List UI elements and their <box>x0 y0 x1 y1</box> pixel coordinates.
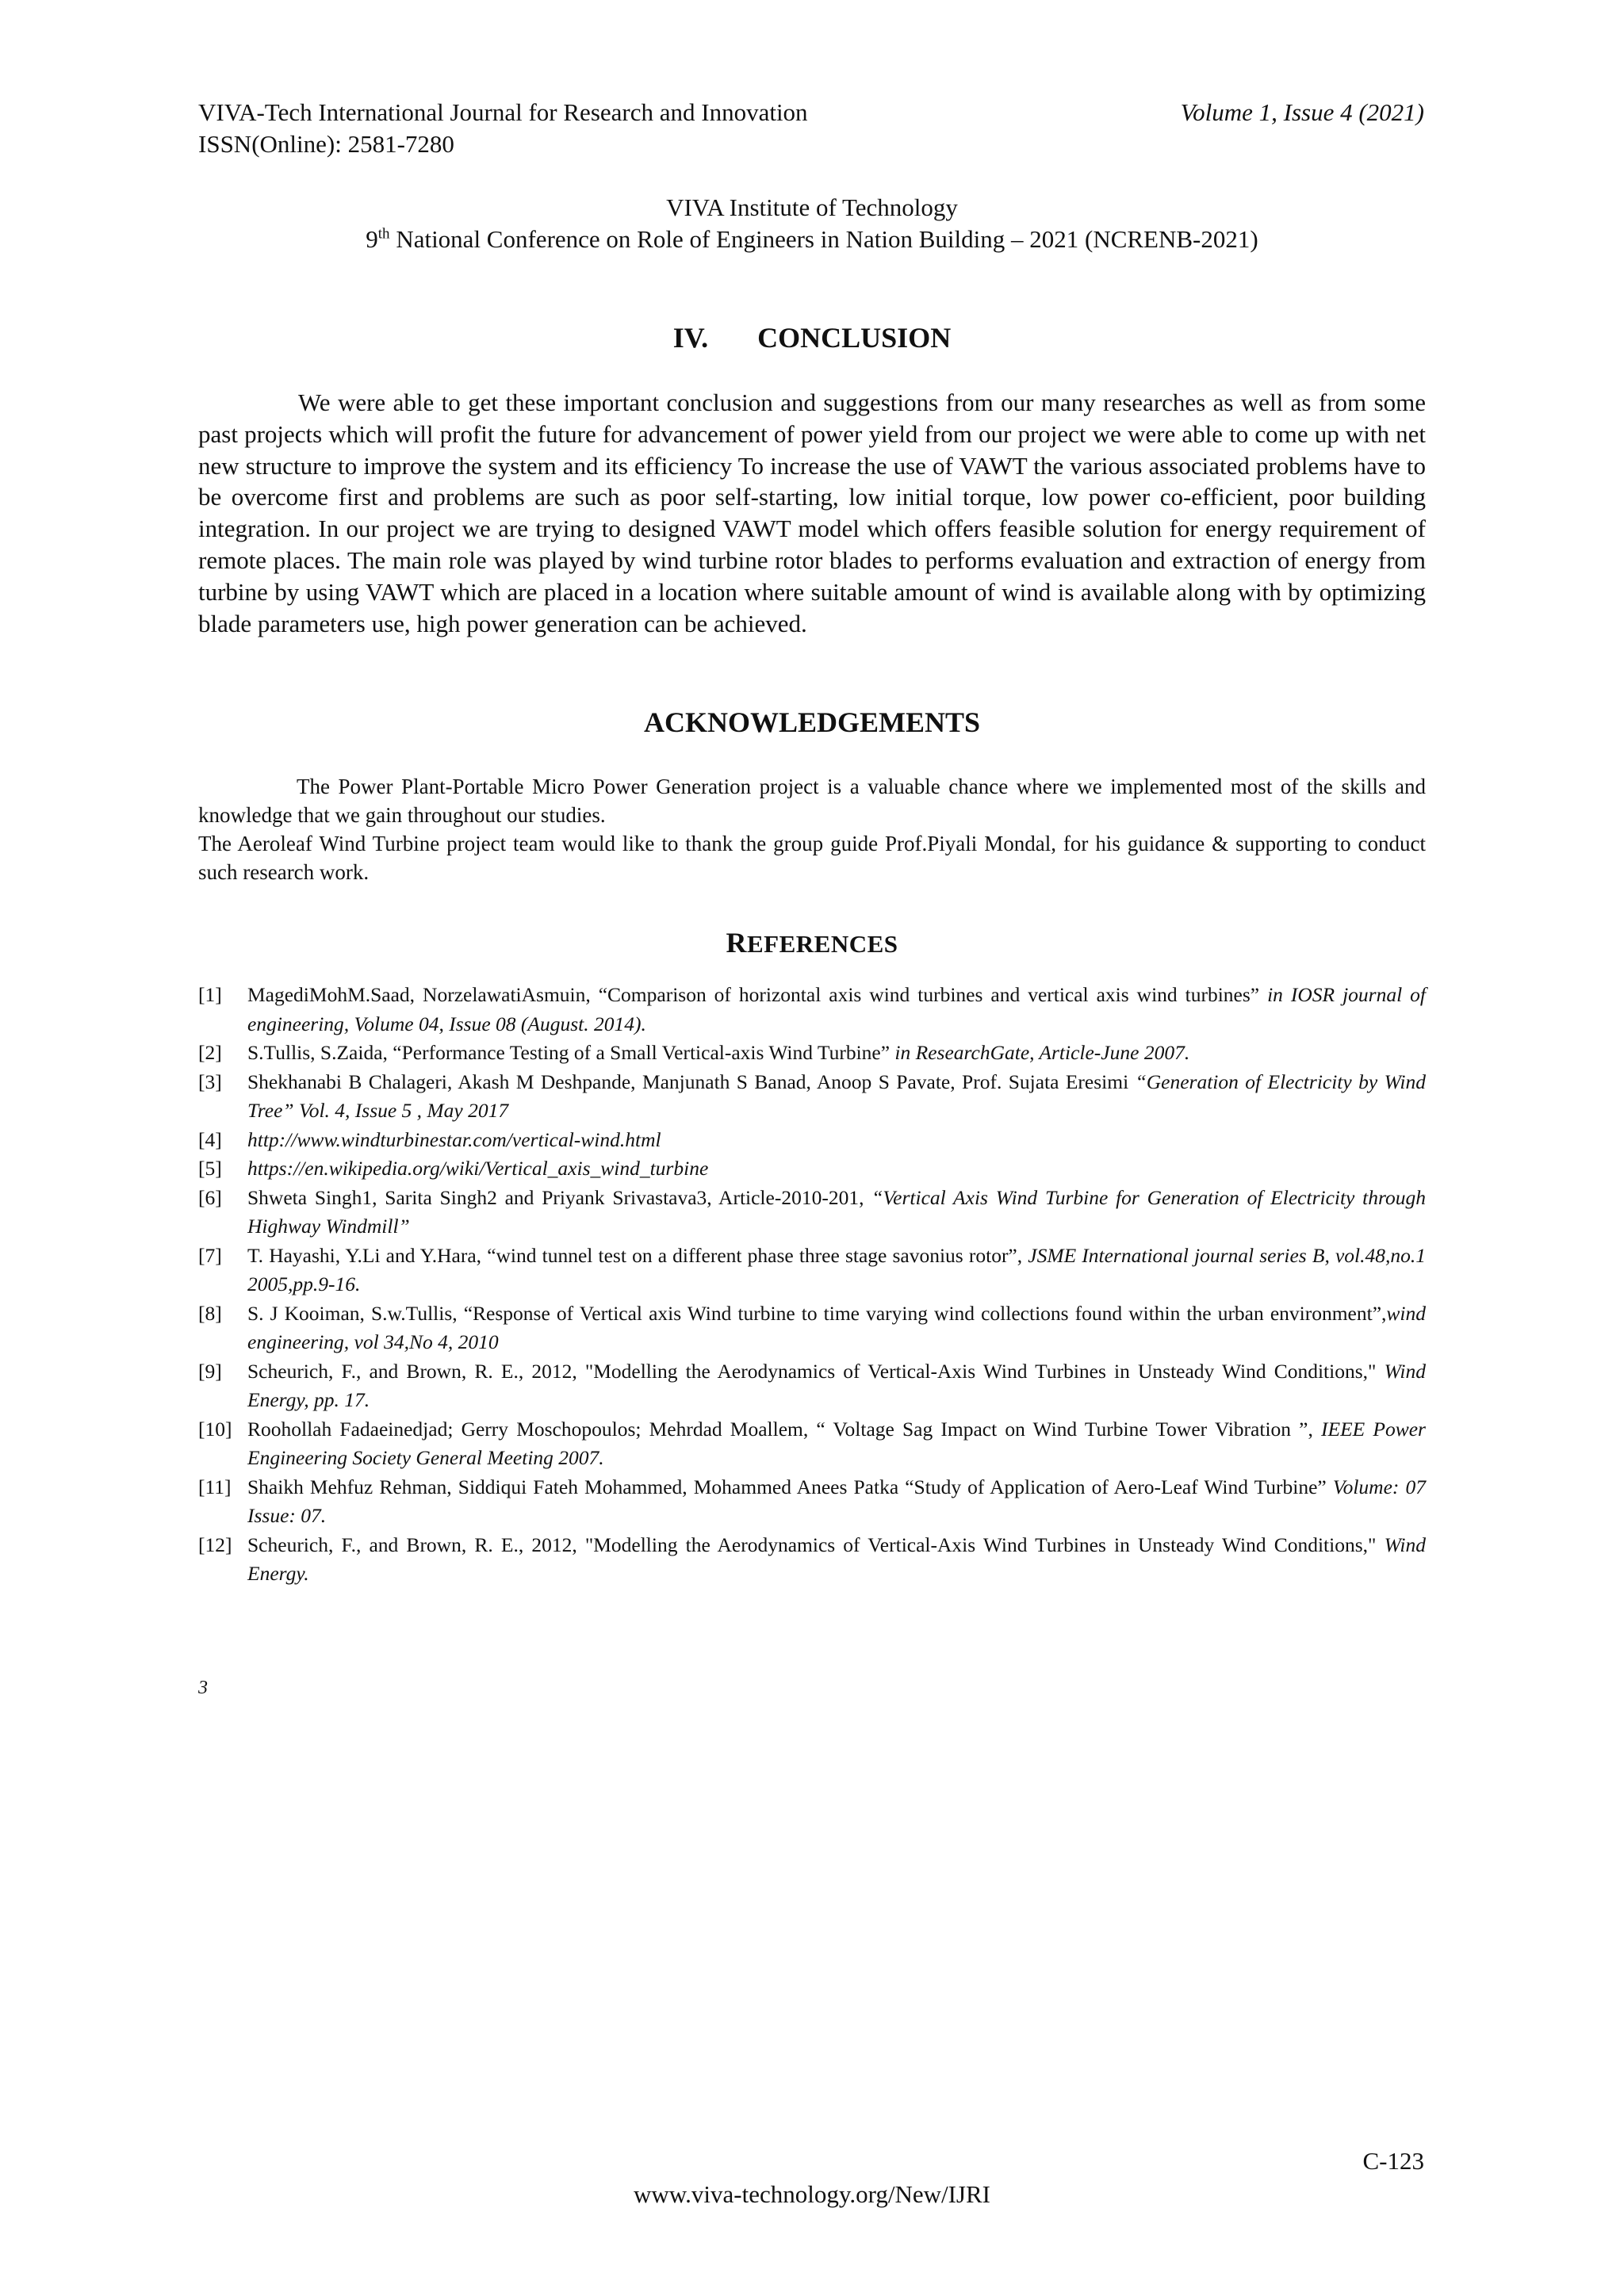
acknowledgements-text-2: The Aeroleaf Wind Turbine project team would like to thank the group guide Prof.Piyali Mondal, for his guidance & supporting to conduct such research work. <box>198 832 1426 884</box>
reference-link[interactable]: https://en.wikipedia.org/wiki/Vertical_axis_wind_turbine <box>247 1157 709 1180</box>
journal-issn: ISSN(Online): 2581-7280 <box>198 130 454 158</box>
reference-italic: JSME International journal series B, vol.48,no.1 2005,pp.9-16. <box>247 1243 1426 1295</box>
reference-plain: S. J Kooiman, S.w.Tullis, “Response of Vertical axis Wind turbine to time varying wind collections found within the urban environment”, <box>247 1301 1387 1325</box>
reference-item <box>198 1126 1426 1155</box>
reference-plain: Scheurich, F., and Brown, R. E., 2012, "Modelling the Aerodynamics of Vertical-Axis Wind Turbines in Unsteady Wind Conditions," <box>247 1359 1385 1383</box>
reference-text <box>247 1184 1426 1242</box>
section-number: IV. <box>672 322 709 354</box>
reference-italic: “Vertical Axis Wind Turbine for Generation of Electricity through Highway Windmill” <box>247 1185 1426 1238</box>
reference-number: [6] <box>198 1185 222 1209</box>
journal-volume: Volume 1, Issue 4 (2021) <box>1180 98 1424 126</box>
reference-item <box>198 1415 1426 1473</box>
reference-number: [11] <box>198 1475 232 1498</box>
reference-italic: wind engineering, vol 34,No 4, 2010 <box>247 1301 1426 1353</box>
reference-item <box>198 1531 1426 1589</box>
reference-text <box>247 1126 1426 1155</box>
conclusion-text: We were able to get these important conclusion and suggestions from our many researches as well as from some past projects which will profit the future for advancement of power yield from our project we were able to come up with net new structure to improve the system and its efficiency To increase the use of VAWT the various associated problems have to be overcome first and problems are such as poor self-starting, low initial torque, low power co-efficient, poor building integration. In our project we are trying to designed VAWT model which offers feasible solution for energy requirement of remote places. The main role was played by wind turbine rotor blades to performs evaluation and extraction of energy from turbine by using VAWT which are placed in a location where suitable amount of wind is available along with by optimizing blade parameters use, high power generation can be achieved. <box>198 388 1426 637</box>
reference-text <box>247 1415 1426 1473</box>
reference-number: [12] <box>198 1533 232 1556</box>
reference-item <box>198 981 1426 1039</box>
reference-number: [3] <box>198 1070 222 1093</box>
references-heading-initial: R <box>726 927 747 959</box>
reference-text <box>247 1531 1426 1589</box>
reference-plain: S.Tullis, S.Zaida, “Performance Testing of a Small Vertical-axis Wind Turbine” <box>247 1041 895 1064</box>
conference-ordinal: 9 <box>366 225 378 253</box>
reference-text <box>247 1357 1426 1415</box>
reference-plain: Scheurich, F., and Brown, R. E., 2012, "Modelling the Aerodynamics of Vertical-Axis Wind Turbines in Unsteady Wind Conditions," <box>247 1533 1385 1556</box>
conference-institute: VIVA Institute of Technology <box>666 193 958 221</box>
acknowledgements-paragraph <box>198 829 1426 886</box>
reference-number: [8] <box>198 1301 222 1325</box>
acknowledgements-heading: ACKNOWLEDGEMENTS <box>643 706 981 738</box>
reference-number: [7] <box>198 1243 222 1267</box>
acknowledgements-text-1: The Power Plant-Portable Micro Power Generation project is a valuable chance where we implemented most of the skills and knowledge that we gain throughout our studies. <box>198 775 1426 827</box>
footer-url[interactable]: www.viva-technology.org/New/IJRI <box>634 2180 990 2208</box>
acknowledgements-body <box>198 772 1426 886</box>
section-title: CONCLUSION <box>757 322 952 354</box>
reference-number: [10] <box>198 1417 232 1441</box>
reference-number: [5] <box>198 1157 222 1180</box>
reference-plain: Shekhanabi B Chalageri, Akash M Deshpande, Manjunath S Banad, Anoop S Pavate, Prof. Sujata Eresimi <box>247 1070 1136 1093</box>
reference-number: [2] <box>198 1041 222 1064</box>
section-heading-conclusion <box>198 321 1426 354</box>
page-code: C-123 <box>1362 2147 1424 2175</box>
reference-list <box>198 981 1426 1589</box>
references-heading-rest: EFERENCES <box>746 930 898 958</box>
journal-header <box>198 97 991 160</box>
reference-text <box>247 1039 1426 1068</box>
reference-italic: “Generation of Electricity by Wind Tree” Vol. 4, Issue 5 , May 2017 <box>247 1070 1426 1122</box>
reference-text <box>247 1068 1426 1126</box>
acknowledgements-paragraph <box>198 772 1426 829</box>
references-heading <box>198 926 1426 959</box>
reference-number: [4] <box>198 1127 222 1151</box>
conference-name: National Conference on Role of Engineers in Nation Building – 2021 (NCRENB-2021) <box>396 225 1258 253</box>
reference-number: [1] <box>198 983 222 1006</box>
reference-italic: Wind Energy, pp. 17. <box>247 1359 1426 1411</box>
reference-item <box>198 1184 1426 1242</box>
reference-text <box>247 1242 1426 1299</box>
page-number: 3 <box>198 1678 208 1698</box>
reference-item <box>198 1242 1426 1299</box>
reference-item <box>198 1299 1426 1357</box>
journal-name: VIVA-Tech International Journal for Research and Innovation <box>198 98 808 126</box>
reference-plain: T. Hayashi, Y.Li and Y.Hara, “wind tunnel test on a different phase three stage savonius rotor”, <box>247 1243 1028 1267</box>
reference-italic: in IOSR journal of engineering, Volume 04, Issue 08 (August. 2014). <box>247 983 1426 1035</box>
reference-text <box>247 1473 1426 1531</box>
reference-plain: MagediMohM.Saad, NorzelawatiAsmuin, “Comparison of horizontal axis wind turbines and vertical axis wind turbines” <box>247 983 1268 1006</box>
reference-item <box>198 1039 1426 1068</box>
conference-ordinal-suffix: th <box>377 225 390 243</box>
reference-item <box>198 1473 1426 1531</box>
reference-item <box>198 1154 1426 1184</box>
reference-item <box>198 1068 1426 1126</box>
reference-item <box>198 1357 1426 1415</box>
reference-text <box>247 1154 1426 1184</box>
reference-link[interactable]: http://www.windturbinestar.com/vertical-wind.html <box>247 1127 661 1151</box>
reference-plain: Shweta Singh1, Sarita Singh2 and Priyank Srivastava3, Article-2010-201, <box>247 1185 872 1209</box>
reference-plain: Shaikh Mehfuz Rehman, Siddiqui Fateh Mohammed, Mohammed Anees Patka “Study of Application of Aero-Leaf Wind Turbine” <box>247 1475 1333 1498</box>
reference-plain: Roohollah Fadaeinedjad; Gerry Moschopoulos; Mehrdad Moallem, “ Voltage Sag Impact on Wind Turbine Tower Vibration ”, <box>247 1417 1322 1441</box>
conclusion-paragraph <box>198 387 1426 639</box>
reference-italic: IEEE Power Engineering Society General Meeting 2007. <box>247 1417 1426 1469</box>
reference-text <box>247 1299 1426 1357</box>
reference-text <box>247 981 1426 1039</box>
reference-number: [9] <box>198 1359 222 1383</box>
reference-italic: Volume: 07 Issue: 07. <box>247 1475 1426 1527</box>
conference-name-line <box>198 224 1426 255</box>
reference-italic: in ResearchGate, Article-June 2007. <box>894 1041 1190 1064</box>
reference-italic: Wind Energy. <box>247 1533 1426 1585</box>
